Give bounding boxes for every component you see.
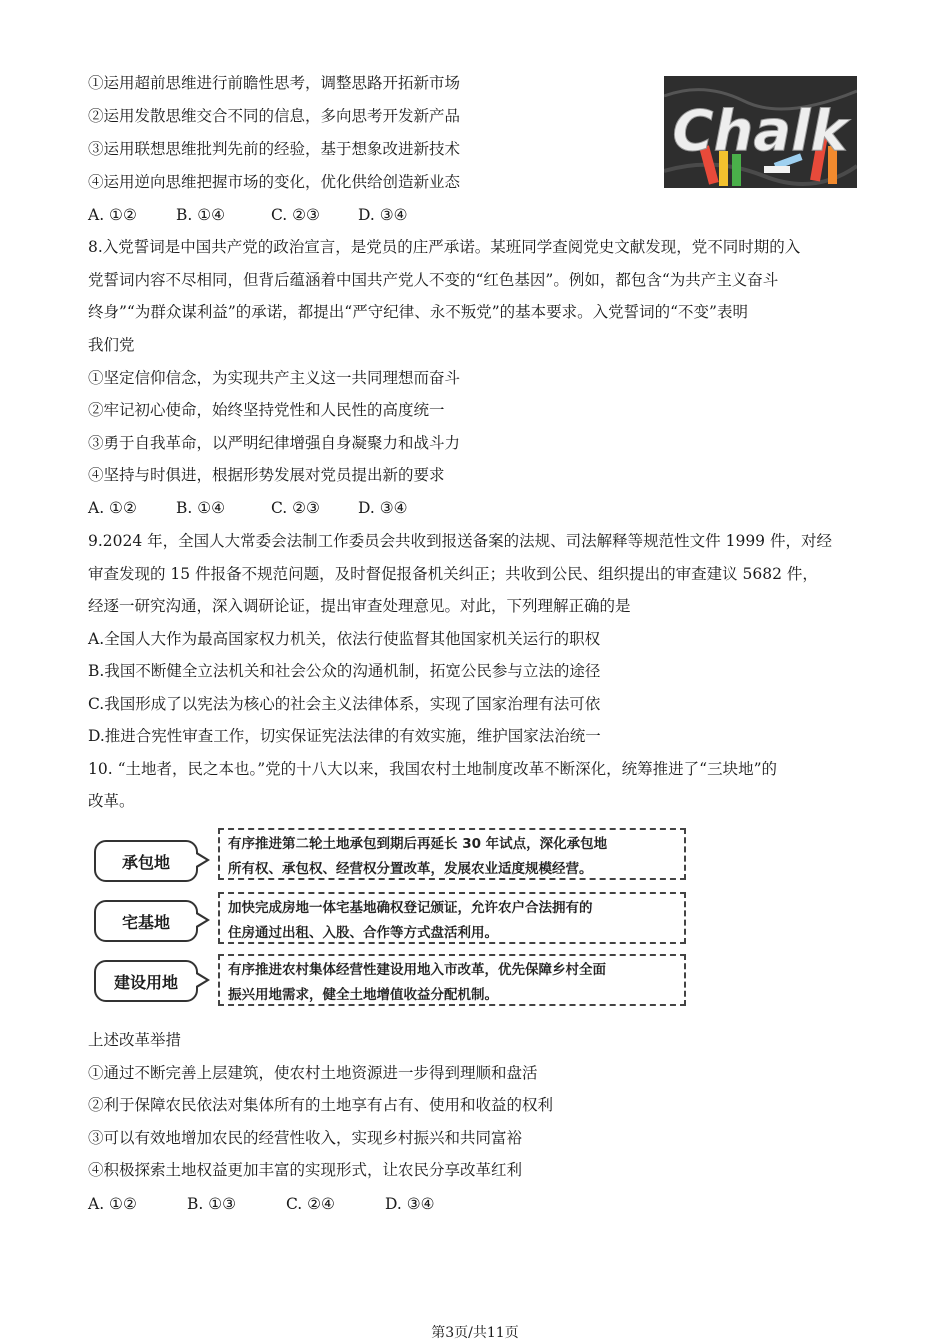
diagram-tag-contract-land: 承包地 (94, 840, 198, 882)
q8-option-d: D. ③④ (358, 499, 408, 517)
q10-option-c: C. ②④ (286, 1195, 335, 1213)
q10-item-4: ④积极探索土地权益更加丰富的实现形式，让农民分享改革红利 (88, 1161, 523, 1179)
q7-option-d: D. ③④ (358, 206, 408, 224)
diagram-box-line: 住房通过出租、入股、合作等方式盘活利用。 (228, 925, 498, 941)
q7-item-2: ②运用发散思维交合不同的信息，多向思考开发新产品 (88, 107, 461, 125)
diagram-box-contract-land (218, 828, 686, 880)
q8-item-1: ①坚定信仰信念，为实现共产主义这一共同理想而奋斗 (88, 369, 461, 387)
q7-options (88, 205, 408, 225)
q10-stem-line-1: 10. “土地者，民之本也。”党的十八大以来，我国农村土地制度改革不断深化，统筹推进了“三块地”的 (88, 760, 778, 778)
diagram-box-line: 有序推进第二轮土地承包到期后再延长 30 年试点，深化承包地 (228, 836, 608, 852)
diagram-box-line: 所有权、承包权、经营权分置改革，发展农业适度规模经营。 (228, 861, 593, 877)
q8-item-2: ②牢记初心使命，始终坚持党性和人民性的高度统一 (88, 401, 445, 419)
diagram-box-construction-land (218, 954, 686, 1006)
q9-stem-line-2: 审查发现的 15 件报备不规范问题，及时督促报备机关纠正；共收到公民、组织提出的审查建议 5682 件， (88, 565, 818, 583)
q8-stem-line-1: 8.入党誓词是中国共产党的政治宣言，是党员的庄严承诺。某班同学查阅党史文献发现，党不同时期的入 (88, 238, 801, 256)
q10-option-d: D. ③④ (385, 1195, 435, 1213)
diagram-box-line: 加快完成房地一体宅基地确权登记颁证，允许农户合法拥有的 (228, 900, 593, 916)
q7-option-b: B. ①④ (176, 206, 226, 224)
q10-item-3: ③可以有效地增加农民的经营性收入，实现乡村振兴和共同富裕 (88, 1129, 523, 1147)
q7-item-4: ④运用逆向思维把握市场的变化，优化供给创造新业态 (88, 173, 461, 191)
diagram-tag-homestead: 宅基地 (94, 900, 198, 942)
q9-option-c: C.我国形成了以宪法为核心的社会主义法律体系，实现了国家治理有法可依 (88, 695, 601, 713)
q8-stem-line-2: 党誓词内容不尽相同，但背后蕴涵着中国共产党人不变的“红色基因”。例如，都包含“为共产主义奋斗 (88, 271, 779, 289)
q8-stem-line-3: 终身”“为群众谋利益”的承诺，都提出“严守纪律、永不叛党”的基本要求。入党誓词的“不变”表明 (88, 303, 748, 321)
q8-stem-line-4: 我们党 (88, 336, 135, 354)
chalk-image (664, 76, 857, 188)
q9-option-b: B.我国不断健全立法机关和社会公众的沟通机制，拓宽公民参与立法的途径 (88, 662, 601, 680)
q7-item-1: ①运用超前思维进行前瞻性思考，调整思路开拓新市场 (88, 74, 461, 92)
diagram-box-line: 有序推进农村集体经营性建设用地入市改革，优先保障乡村全面 (228, 962, 606, 978)
q8-options (88, 498, 408, 518)
q9-option-d: D.推进合宪性审查工作，切实保证宪法法律的有效实施，维护国家法治统一 (88, 727, 601, 745)
diagram-box-homestead (218, 892, 686, 944)
diagram-tag-construction-land: 建设用地 (94, 960, 198, 1002)
page-footer: 第3页/共11页 (431, 1325, 519, 1341)
q10-option-b: B. ①③ (187, 1195, 237, 1213)
q10-option-a: A. ①② (88, 1195, 137, 1213)
q10-stem-line-2: 改革。 (88, 792, 135, 810)
q8-option-b: B. ①④ (176, 499, 226, 517)
q10-item-1: ①通过不断完善上层建筑，使农村土地资源进一步得到理顺和盘活 (88, 1064, 538, 1082)
diagram-box-line: 振兴用地需求，健全土地增值收益分配机制。 (228, 987, 498, 1003)
q10-options (88, 1194, 435, 1214)
q9-option-a: A.全国人大作为最高国家权力机关，依法行使监督其他国家机关运行的职权 (88, 630, 601, 648)
q8-item-4: ④坚持与时俱进，根据形势发展对党员提出新的要求 (88, 466, 445, 484)
q7-option-a: A. ①② (88, 206, 137, 224)
chalk-word: Chalk (672, 99, 848, 164)
q8-option-c: C. ②③ (271, 499, 320, 517)
q8-option-a: A. ①② (88, 499, 137, 517)
q10-item-2: ②利于保障农民依法对集体所有的土地享有占有、使用和收益的权利 (88, 1096, 554, 1114)
land-reform-diagram (90, 826, 694, 1012)
q8-item-3: ③勇于自我革命，以严明纪律增强自身凝聚力和战斗力 (88, 434, 461, 452)
q7-option-c: C. ②③ (271, 206, 320, 224)
chalk-illustration (664, 76, 857, 188)
q10-lead: 上述改革举措 (88, 1031, 182, 1049)
q9-stem-line-3: 经逐一研究沟通，深入调研论证，提出审查处理意见。对此，下列理解正确的是 (88, 597, 631, 615)
q7-item-3: ③运用联想思维批判先前的经验，基于想象改进新技术 (88, 140, 461, 158)
q9-stem-line-1: 9.2024 年，全国人大常委会法制工作委员会共收到报送备案的法规、司法解释等规范性文件 1999 件，对经 (88, 532, 832, 550)
